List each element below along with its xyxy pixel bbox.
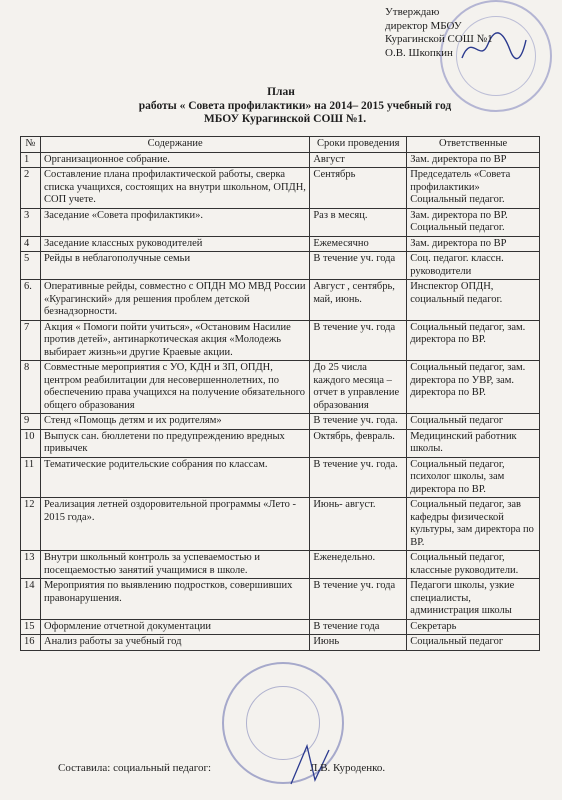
row-term: Сентябрь [310, 168, 407, 209]
row-term: В течение уч. года [310, 320, 407, 361]
row-term: В течение уч. года. [310, 457, 407, 498]
header-term: Сроки проведения [310, 137, 407, 153]
table-row [21, 457, 540, 498]
row-term: В течение года [310, 619, 407, 635]
row-number: 2 [21, 168, 41, 209]
table-row [21, 429, 540, 457]
row-number: 12 [21, 498, 41, 551]
row-content: Тематические родительские собрания по классам. [40, 457, 309, 498]
row-term: Еженедельно. [310, 551, 407, 579]
row-responsible: Соц. педагог. классн. руководители [407, 252, 540, 280]
table-row [21, 635, 540, 651]
row-number: 5 [21, 252, 41, 280]
row-content: Организационное собрание. [40, 152, 309, 168]
row-number: 3 [21, 208, 41, 236]
table-row [21, 361, 540, 414]
row-responsible: Зам. директора по ВР [407, 236, 540, 252]
doc-title: План [267, 86, 295, 98]
table-row [21, 280, 540, 321]
row-responsible: Социальный педагог, зам. директора по УВР, зам. директора по ВР. [407, 361, 540, 414]
header-number: № [21, 137, 41, 153]
row-number: 16 [21, 635, 41, 651]
row-term: Ежемесячно [310, 236, 407, 252]
author-name: Л.В. Куроденко. [310, 762, 386, 774]
row-number: 8 [21, 361, 41, 414]
approval-block [385, 6, 493, 60]
header-content: Содержание [40, 137, 309, 153]
row-term: В течение уч. года. [310, 414, 407, 430]
row-content: Стенд «Помощь детям и их родителям» [40, 414, 309, 430]
table-header-row [21, 137, 540, 153]
table-row [21, 414, 540, 430]
table-row [21, 320, 540, 361]
row-term: До 25 числа каждого месяца – отчет в управление образования [310, 361, 407, 414]
row-responsible: Социальный педагог, зам. директора по ВР. [407, 320, 540, 361]
row-term: Октябрь, февраль. [310, 429, 407, 457]
row-content: Составление плана профилактической работы, сверка списка учащихся, состоящих на внутри школьном, ОПДН, СОП учете. [40, 168, 309, 209]
table-row [21, 168, 540, 209]
row-responsible: Зам. директора по ВР [407, 152, 540, 168]
row-responsible: Инспектор ОПДН, социальный педагог. [407, 280, 540, 321]
table-row [21, 208, 540, 236]
doc-school: МБОУ Курагинской СОШ №1. [203, 113, 367, 125]
table-row [21, 498, 540, 551]
row-content: Мероприятия по выявлению подростков, совершивших правонарушения. [40, 579, 309, 620]
row-number: 10 [21, 429, 41, 457]
approval-line: Утверждаю [385, 6, 440, 18]
row-term: Август [310, 152, 407, 168]
row-term: Август , сентябрь, май, июнь. [310, 280, 407, 321]
author-role: Составила: социальный педагог: [58, 762, 212, 774]
row-number: 11 [21, 457, 41, 498]
row-responsible: Председатель «Совета профилактики» Социальный педагог. [407, 168, 540, 209]
row-responsible: Социальный педагог, классные руководители. [407, 551, 540, 579]
table-row [21, 619, 540, 635]
row-content: Заседание классных руководителей [40, 236, 309, 252]
row-content: Акция « Помоги пойти учиться», «Остановим Насилие против детей», антинаркотическая акция «Молодежь выбирает жизнь»и другие Краевые акции. [40, 320, 309, 361]
row-number: 4 [21, 236, 41, 252]
row-term: Раз в месяц. [310, 208, 407, 236]
approval-line: Курагинской СОШ №1 [385, 33, 493, 45]
row-number: 13 [21, 551, 41, 579]
row-number: 15 [21, 619, 41, 635]
row-term: Июнь- август. [310, 498, 407, 551]
row-responsible: Социальный педагог [407, 635, 540, 651]
row-content: Выпуск сан. бюллетени по предупреждению вредных привычек [40, 429, 309, 457]
table-row [21, 236, 540, 252]
row-content: Совместные мероприятия с УО, КДН и ЗП, ОПДН, центром реабилитации для несовершеннолетних, по обеспечению права учащихся на получение обязательного общего образования [40, 361, 309, 414]
row-responsible: Педагоги школы, узкие специалисты, администрация школы [407, 579, 540, 620]
row-term: В течение уч. года [310, 579, 407, 620]
row-content: Рейды в неблагополучные семьи [40, 252, 309, 280]
doc-subtitle: работы « Совета профилактики» на 2014– 2015 учебный год [138, 100, 452, 112]
row-content: Реализация летней оздоровительной программы «Лето - 2015 года». [40, 498, 309, 551]
header-responsible: Ответственные [407, 137, 540, 153]
row-content: Заседание «Совета профилактики». [40, 208, 309, 236]
table-row [21, 252, 540, 280]
row-responsible: Медицинский работник школы. [407, 429, 540, 457]
row-term: Июнь [310, 635, 407, 651]
table-row [21, 579, 540, 620]
plan-table [20, 136, 540, 651]
approval-line: О.В. Шкопкин [385, 46, 453, 59]
row-number: 9 [21, 414, 41, 430]
row-content: Оформление отчетной документации [40, 619, 309, 635]
table-row [21, 551, 540, 579]
row-number: 1 [21, 152, 41, 168]
row-responsible: Социальный педагог, психолог школы, зам директора по ВР. [407, 457, 540, 498]
row-number: 14 [21, 579, 41, 620]
row-number: 6. [21, 280, 41, 321]
row-responsible: Зам. директора по ВР. Социальный педагог. [407, 208, 540, 236]
row-responsible: Социальный педагог, зав кафедры физической культуры, зам директора по ВР. [407, 498, 540, 551]
row-content: Оперативные рейды, совместно с ОПДН МО МВД России «Курагинский» для решения проблем детской безнадзорности. [40, 280, 309, 321]
approval-line: директор МБОУ [385, 19, 462, 32]
row-responsible: Социальный педагог [407, 414, 540, 430]
table-row [21, 152, 540, 168]
row-term: В течение уч. года [310, 252, 407, 280]
row-content: Внутри школьный контроль за успеваемостью и посещаемостью занятий учащимися в школе. [40, 551, 309, 579]
row-content: Анализ работы за учебный год [40, 635, 309, 651]
row-responsible: Секретарь [407, 619, 540, 635]
row-number: 7 [21, 320, 41, 361]
